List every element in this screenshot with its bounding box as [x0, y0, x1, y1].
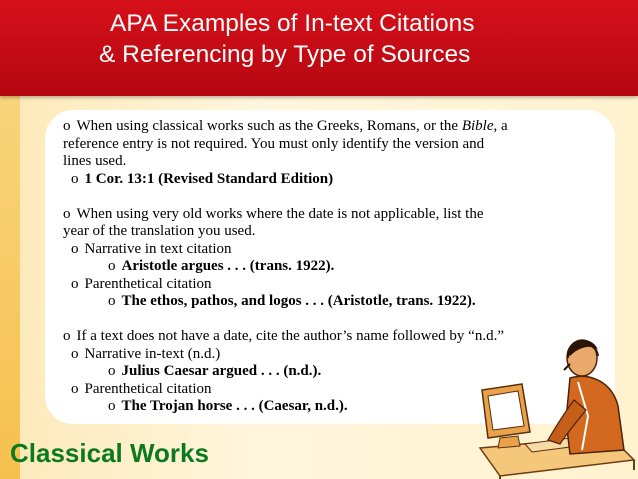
man-at-computer-icon [470, 320, 638, 479]
text-line: reference entry is not required. You must only identify the version and [63, 135, 485, 152]
bullet-marker: o [63, 118, 71, 134]
bullet-marker: o [71, 380, 79, 397]
text: When using very old works where the date is not applicable, list the [76, 205, 484, 222]
bullet-marker: o [63, 328, 71, 344]
text: Narrative in text citation [84, 240, 232, 257]
example-text: The ethos, pathos, and logos . . . (Aristotle, trans. 1922). [121, 293, 476, 309]
bullet-marker: o [108, 398, 116, 414]
example-text: The Trojan horse . . . (Caesar, n.d.). [121, 398, 348, 414]
sub-bullet [63, 276, 608, 294]
bullet-marker: o [71, 345, 79, 362]
example-text: Aristotle argues . . . (trans. 1922). [121, 258, 335, 274]
bullet-marker: o [71, 275, 79, 292]
text: Narrative in-text (n.d.) [84, 345, 221, 362]
left-accent-band [0, 96, 20, 479]
text: Parenthetical citation [84, 380, 212, 397]
bullet-very-old-works [63, 206, 608, 224]
bullet-classical-works [63, 118, 608, 136]
title-banner [0, 0, 638, 96]
sub-sub-bullet-example [63, 293, 608, 311]
bullet-marker: o [108, 293, 116, 309]
sub-sub-bullet-example [63, 258, 608, 276]
bullet-marker: o [71, 170, 79, 187]
text: , a [493, 118, 508, 134]
bullet-marker: o [63, 205, 71, 222]
example-text: 1 Cor. 13:1 (Revised Standard Edition) [84, 170, 334, 187]
sub-bullet [63, 241, 608, 259]
slide-title-line2: & Referencing by Type of Sources [99, 41, 471, 68]
example-text: Julius Caesar argued . . . (n.d.). [121, 363, 322, 379]
text: If a text does not have a date, cite the author’s name followed by “n.d.” [76, 328, 504, 344]
text: When using classical works such as the Greeks, Romans, or the [76, 118, 462, 134]
text-line: year of the translation you used. [63, 223, 256, 239]
text-line: lines used. [63, 153, 127, 169]
bullet-marker: o [71, 240, 79, 257]
bullet-marker: o [108, 258, 116, 274]
text: Parenthetical citation [84, 275, 212, 292]
bullet-marker: o [108, 363, 116, 379]
sub-bullet-example [63, 171, 608, 189]
slide-title-line1: APA Examples of In-text Citations [110, 10, 475, 37]
bible-italic: Bible [461, 118, 494, 134]
section-title: Classical Works [10, 438, 209, 468]
